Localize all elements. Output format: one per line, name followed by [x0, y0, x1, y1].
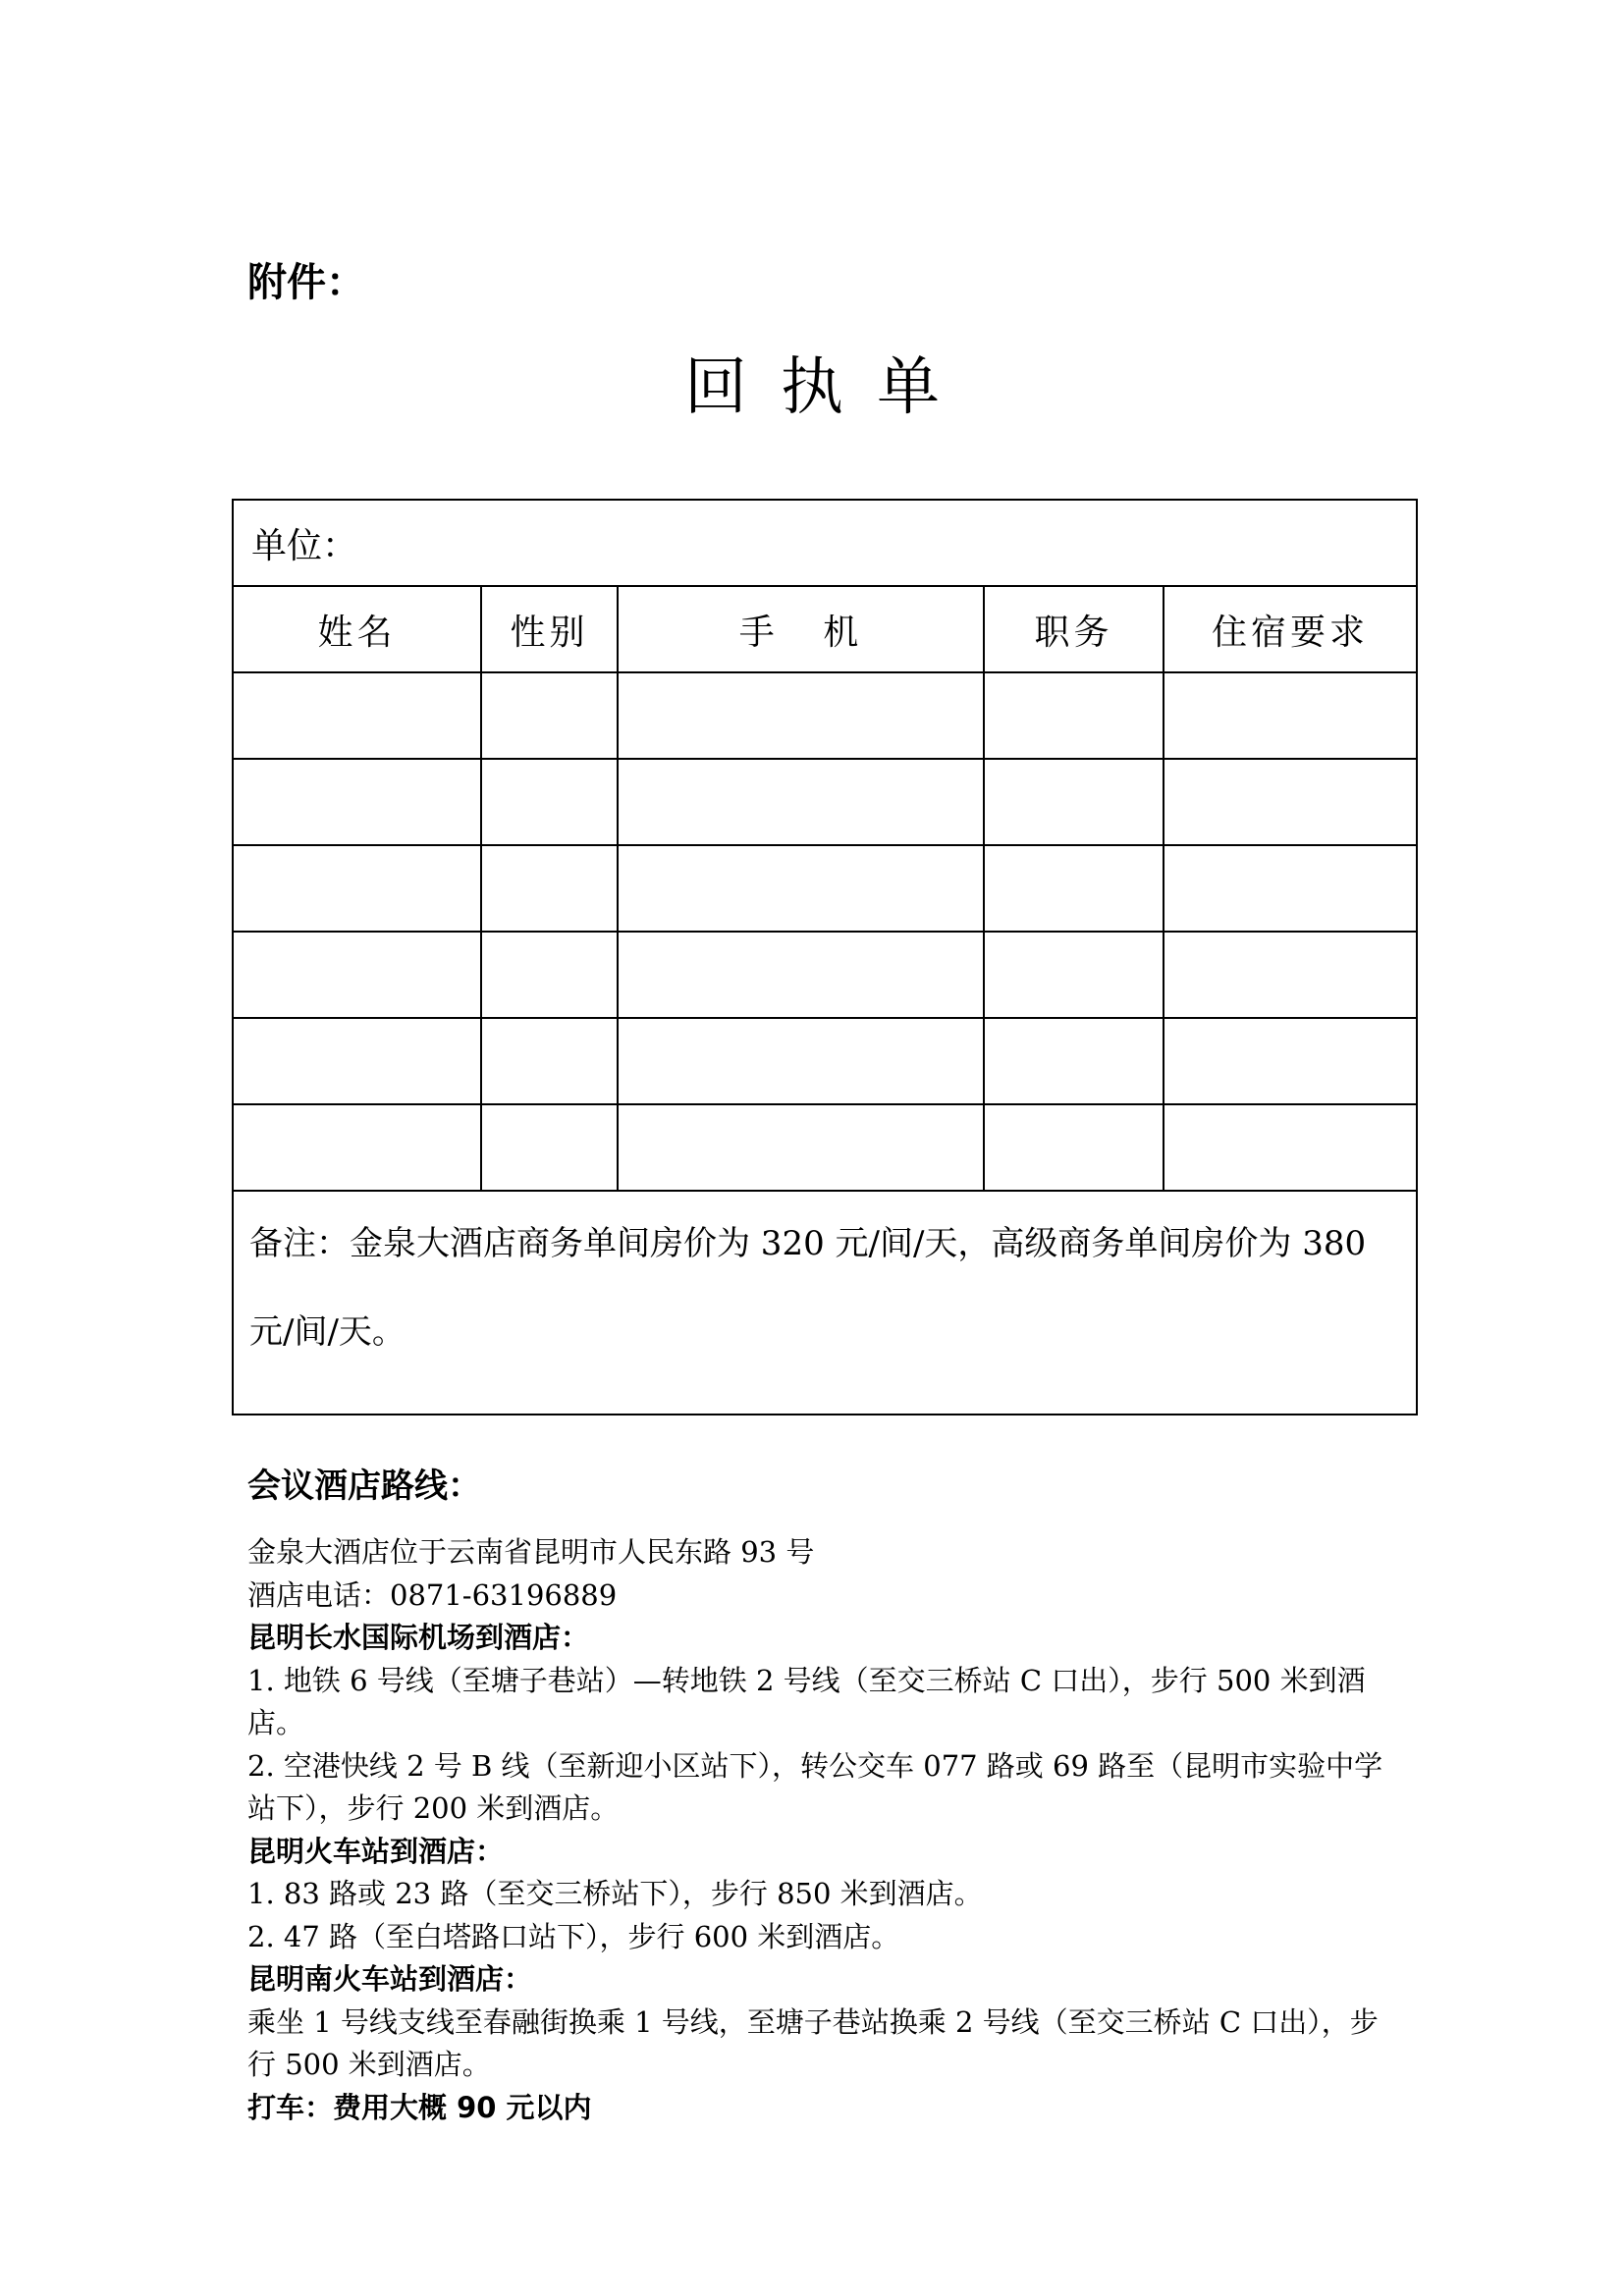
train-route-1: 1. 83 路或 23 路（至交三桥站下），步行 850 米到酒店。 — [247, 1877, 983, 1910]
cell-name[interactable] — [233, 672, 481, 759]
unit-label: 单位： — [251, 525, 358, 566]
column-header-position: 职务 — [984, 586, 1164, 672]
column-header-phone: 手 机 — [618, 586, 984, 672]
cell-position[interactable] — [984, 932, 1164, 1018]
cell-phone[interactable] — [618, 1104, 984, 1191]
train-route-2: 2. 47 路（至白塔路口站下），步行 600 米到酒店。 — [247, 1919, 900, 1953]
cell-name[interactable] — [233, 845, 481, 932]
header-row — [233, 586, 1417, 672]
cell-phone[interactable] — [618, 932, 984, 1018]
cell-accommodation[interactable] — [1164, 672, 1417, 759]
cell-gender[interactable] — [481, 932, 618, 1018]
hotel-phone: 酒店电话：0871-63196889 — [247, 1577, 618, 1612]
table-row — [233, 1018, 1417, 1104]
cell-gender[interactable] — [481, 1018, 618, 1104]
hotel-address: 金泉大酒店位于云南省昆明市人民东路 93 号 — [247, 1535, 815, 1569]
unit-row — [233, 500, 1417, 586]
cell-name[interactable] — [233, 932, 481, 1018]
airport-route-2: 2. 空港快线 2 号 B 线（至新迎小区站下），转公交车 077 路或 69 路至（昆明市实验中学站下），步行 200 米到酒店。 — [247, 1748, 1383, 1825]
cell-position[interactable] — [984, 759, 1164, 845]
cell-phone[interactable] — [618, 672, 984, 759]
cell-position[interactable] — [984, 672, 1164, 759]
route-heading: 会议酒店路线： — [247, 1467, 481, 1506]
note-text: 备注：金泉大酒店商务单间房价为 320 元/间/天，高级商务单间房价为 380 元/间/天。 — [233, 1191, 1417, 1415]
column-header-accommodation: 住宿要求 — [1164, 586, 1417, 672]
cell-accommodation[interactable] — [1164, 932, 1417, 1018]
cell-phone[interactable] — [618, 1018, 984, 1104]
cell-phone[interactable] — [618, 759, 984, 845]
cell-accommodation[interactable] — [1164, 1104, 1417, 1191]
cell-accommodation[interactable] — [1164, 1018, 1417, 1104]
cell-name[interactable] — [233, 1104, 481, 1191]
cell-position[interactable] — [984, 1104, 1164, 1191]
south-station-route-1: 乘坐 1 号线支线至春融街换乘 1 号线，至塘子巷站换乘 2 号线（至交三桥站 C 口出），步行 500 米到酒店。 — [247, 2004, 1379, 2081]
cell-name[interactable] — [233, 1018, 481, 1104]
table-row — [233, 672, 1417, 759]
cell-position[interactable] — [984, 845, 1164, 932]
form-data-rows — [233, 672, 1417, 1191]
column-header-gender: 性别 — [481, 586, 618, 672]
cell-gender[interactable] — [481, 845, 618, 932]
taxi-info: 打车：费用大概 90 元以内 — [247, 2090, 592, 2124]
table-row — [233, 1104, 1417, 1191]
cell-accommodation[interactable] — [1164, 845, 1417, 932]
route-description — [247, 1531, 1396, 2129]
table-row — [233, 932, 1417, 1018]
airport-route-heading: 昆明长水国际机场到酒店： — [247, 1621, 590, 1654]
south-station-route-heading: 昆明南火车站到酒店： — [247, 1962, 533, 1996]
table-row — [233, 845, 1417, 932]
cell-phone[interactable] — [618, 845, 984, 932]
cell-gender[interactable] — [481, 1104, 618, 1191]
document-title: 回执单 — [684, 351, 973, 424]
table-row — [233, 759, 1417, 845]
note-row — [233, 1191, 1417, 1415]
unit-field[interactable] — [233, 500, 1417, 586]
cell-position[interactable] — [984, 1018, 1164, 1104]
cell-name[interactable] — [233, 759, 481, 845]
cell-gender[interactable] — [481, 672, 618, 759]
airport-route-1: 1. 地铁 6 号线（至塘子巷站）—转地铁 2 号线（至交三桥站 C 口出），步行 500 米到酒店。 — [247, 1663, 1366, 1739]
attachment-label: 附件： — [247, 260, 365, 305]
train-route-heading: 昆明火车站到酒店： — [247, 1834, 505, 1868]
cell-gender[interactable] — [481, 759, 618, 845]
column-header-name: 姓名 — [233, 586, 481, 672]
receipt-form-table — [232, 499, 1418, 1415]
cell-accommodation[interactable] — [1164, 759, 1417, 845]
